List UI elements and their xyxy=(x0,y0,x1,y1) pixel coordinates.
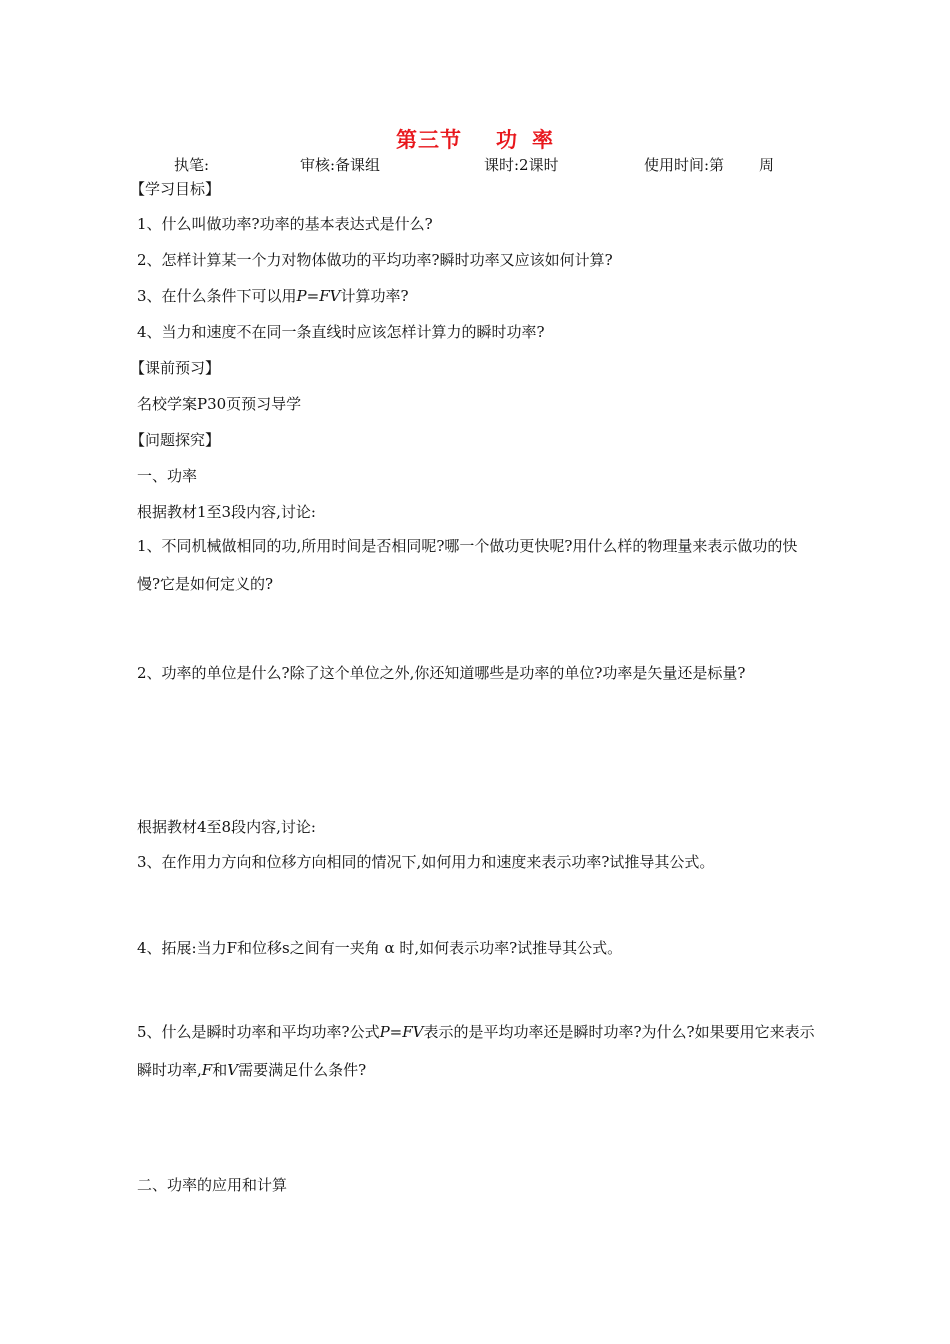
title-section: 第三节 xyxy=(396,127,462,152)
goals-heading: 【学习目标】 xyxy=(130,180,221,198)
goal-item-3-suffix: 计算功率? xyxy=(340,287,409,305)
preview-heading: 【课前预习】 xyxy=(130,359,221,377)
week-label: 周 xyxy=(759,156,775,174)
q5-and: 和 xyxy=(212,1061,228,1079)
intro-1: 根据教材1至3段内容,讨论: xyxy=(137,503,316,521)
explore-heading: 【问题探究】 xyxy=(130,431,221,449)
goal-item-1: 1、什么叫做功率?功率的基本表达式是什么? xyxy=(137,215,433,233)
question-5 xyxy=(137,1013,817,1089)
goal-item-3 xyxy=(137,285,409,306)
goal-item-3-text: 3、在什么条件下可以用 xyxy=(137,287,297,305)
goal-item-4: 4、当力和速度不在同一条直线时应该怎样计算力的瞬时功率? xyxy=(137,323,545,341)
hours-label: 课时:2课时 xyxy=(484,156,559,174)
title-char-1: 功 xyxy=(496,127,518,152)
section-1-heading: 一、功率 xyxy=(137,467,198,485)
q5-symbol-v: V xyxy=(227,1061,239,1079)
q5-part-a: 5、什么是瞬时功率和平均功率?公式 xyxy=(137,1023,380,1041)
time-label: 使用时间:第 xyxy=(644,156,725,174)
q5-formula: P=FV xyxy=(379,1023,424,1041)
reviewer-label: 审核:备课组 xyxy=(300,156,381,174)
question-2: 2、功率的单位是什么?除了这个单位之外,你还知道哪些是功率的单位?功率是矢量还是标量? xyxy=(137,664,746,682)
section-2-heading: 二、功率的应用和计算 xyxy=(137,1176,288,1194)
question-3: 3、在作用力方向和位移方向相同的情况下,如何用力和速度来表示功率?试推导其公式。 xyxy=(137,853,715,871)
title-char-2: 率 xyxy=(532,127,554,152)
q5-part-c: 需要满足什么条件? xyxy=(238,1061,367,1079)
page-title xyxy=(0,124,950,154)
question-1: 1、不同机械做相同的功,所用时间是否相同呢?哪一个做功更快呢?用什么样的物理量来表示做功的快慢?它是如何定义的? xyxy=(137,537,798,593)
formula-pfv: P=FV xyxy=(296,287,341,305)
intro-2: 根据教材4至8段内容,讨论: xyxy=(137,818,316,836)
q5-symbol-f: F xyxy=(201,1061,213,1079)
goal-item-2: 2、怎样计算某一个力对物体做功的平均功率?瞬时功率又应该如何计算? xyxy=(137,251,613,269)
author-label: 执笔: xyxy=(174,156,210,174)
preview-text: 名校学案P30页预习导学 xyxy=(137,395,302,413)
q5-part-b: 表示的是平均功率还是瞬时功率?为什么?如果要用它来表示瞬时功率, xyxy=(137,1023,815,1079)
question-4: 4、拓展:当力F和位移s之间有一夹角 α 时,如何表示功率?试推导其公式。 xyxy=(137,939,623,957)
